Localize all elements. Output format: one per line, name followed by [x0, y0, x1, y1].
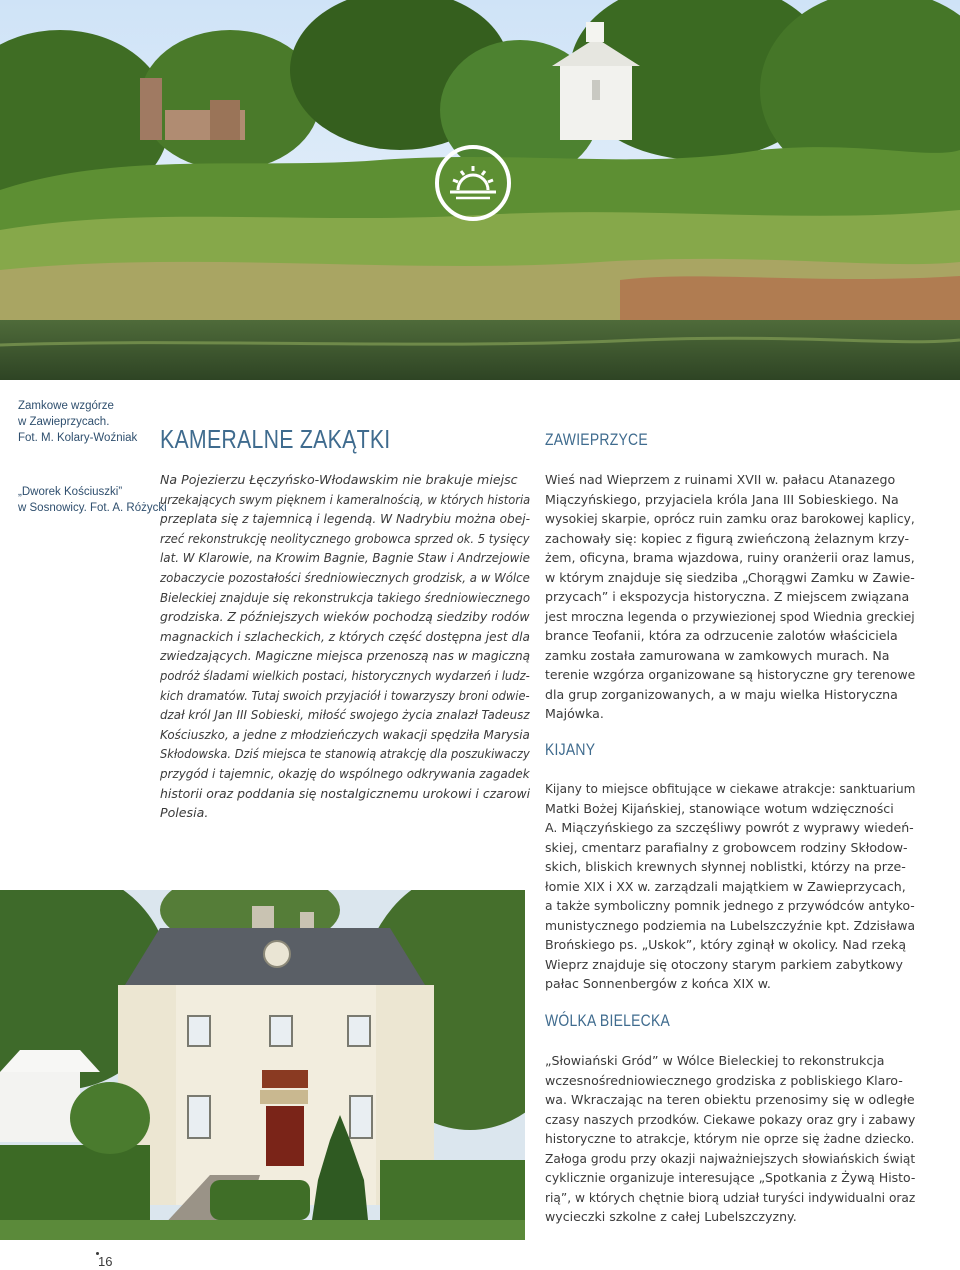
text-line: Majówka. — [545, 706, 604, 721]
text-line: czasy naszych przodków. Ciekawe pokazy oraz gry i zabawy — [545, 1111, 916, 1127]
text-line: historyczne to atrakcje, którym nie oprze się żadne dziecko. — [545, 1131, 915, 1146]
text-line: Załoga grodu przy okazji najważniejszych słowiańskich świąt — [545, 1150, 916, 1166]
text-line: przygód i tajemnic, okazję do wspólnego odkrywania zagadek — [160, 765, 530, 781]
caption-line: „Dworek Kościuszki” — [18, 486, 123, 498]
text-line: Kijany to miejsce obfitujące w ciekawe atrakcje: sanktuarium — [545, 781, 916, 796]
text-line: zobaczycie pozostałości średniowiecznych grodzisk, a w Wólce — [160, 569, 530, 585]
text-line: skiej, cmentarz parafialny z grobowcem rodziny Skłodow- — [545, 839, 908, 855]
section-heading-kijany: KIJANY — [545, 740, 596, 759]
photo-caption-castle-hill — [18, 398, 158, 446]
caption-line: Fot. M. Kolary-Woźniak — [18, 432, 138, 444]
page-number: 16 — [98, 1254, 113, 1269]
text-line: zwiedzających. Magiczne miejsca przenoszą nas w magiczną — [160, 648, 531, 664]
text-line: w którym znajduje się siedziba „Chorągwi Zamku w Zawie- — [545, 569, 915, 585]
text-line: Skłodowska. Dziś miejsca te stanowią atrakcję dla poszukiwaczy — [160, 746, 530, 762]
caption-line: Zamkowe wzgórze — [18, 400, 114, 412]
text-line: zachowały się: kopiec z figurą zwieńczoną żelaznym krzy- — [545, 530, 910, 546]
text-line: lat. W Klarowie, na Krowim Bagnie, Bagnie Staw i Andrzejowie — [160, 550, 531, 566]
text-line: Na Pojezierzu Łęczyńsko-Włodawskim nie brakuje miejsc — [160, 472, 518, 487]
text-line: kich dramatów. Tutaj swoich przyjaciół i towarzyszy broni odwie- — [160, 687, 530, 703]
text-line: rzeć rekonstrukcję neolitycznego grobowca sprzed ok. 5 tysięcy — [160, 530, 530, 546]
intro-paragraph — [160, 470, 530, 823]
text-line: wysokiej skarpie, oprócz ruin zamku oraz barokowej kaplicy, — [545, 511, 915, 526]
text-line: rią”, w których chętnie biorą udział turyści indywidualni oraz — [545, 1189, 916, 1205]
text-line: dzał król Jan III Sobieski, miłość swojego życia znalazł Tadeusz — [160, 707, 530, 723]
text-line: przycach” i ekspozycja historyczna. Z miejscem związana — [545, 589, 910, 604]
section-text-wolka-bielecka — [545, 1051, 915, 1227]
text-line: dla grup zorganizowanych, a w maju wielka Historyczna — [545, 686, 898, 702]
text-line: skich, bliskich krewnych słynnej noblistki, którzy na prze- — [545, 859, 906, 874]
text-line: „Słowiański Gród” w Wólce Bieleckiej to rekonstrukcja — [545, 1053, 885, 1068]
section-heading-wolka-bielecka: WÓLKA BIELECKA — [545, 1011, 671, 1030]
text-line: terenie wzgórza organizowane są historyczne gry terenowe — [545, 667, 916, 682]
text-line: Wieprz znajduje się otoczony starym parkiem zabytkowy — [545, 956, 903, 972]
text-line: wa. Wkraczając na teren obiektu przenosimy się w odległe — [545, 1092, 915, 1107]
section-heading-zawieprzyce: ZAWIEPRZYCE — [545, 430, 648, 449]
manor-house-photo — [0, 890, 525, 1240]
text-line: wycieczki szkolne z całej Lubelszczyzny. — [545, 1209, 797, 1224]
manor-house-illustration — [0, 890, 525, 1240]
text-line: cyklicznie organizuje interesujące „Spotkania z Żywą Histo- — [545, 1170, 916, 1185]
sunrise-icon — [434, 144, 512, 222]
text-line: Miączyńskiego, przyjaciela króla Jana III Sobieskiego. Na — [545, 491, 899, 507]
text-line: Bieleckiej znajduje się rekonstrukcja takiego średniowiecznego — [160, 589, 531, 605]
text-line: podróż śladami wielkich postaci, historycznych wydarzeń i ludz- — [160, 667, 530, 683]
text-line: żem, oficyna, brama wjazdowa, ruiny oranżerii oraz lamus, — [545, 550, 915, 565]
caption-line: w Sosnowicy. Fot. A. Różycki — [18, 502, 167, 514]
text-line: łomie XIX i XX w. zarządzali majątkiem w Zawieprzycach, — [545, 878, 906, 894]
text-line: urzekających swym pięknem i kameralnością, w których historia — [160, 491, 531, 507]
text-line: zamku została zamurowana w zamkowych murach. Na — [545, 647, 890, 663]
text-line: Brońskiego ps. „Uskok”, który zginął w okolicy. Nad rzeką — [545, 937, 907, 952]
text-line: pałac Sonnenbergów z końca XIX w. — [545, 976, 771, 991]
text-line: historii oraz poddania się nostalgicznemu urokowi i czarowi — [160, 785, 531, 801]
text-line: wczesnośredniowiecznego grodziska z pobliskiego Klaro- — [545, 1072, 903, 1088]
page-title: KAMERALNE ZAKĄTKI — [160, 424, 391, 454]
text-line: a także symboliczny pomnik jednego z przywódców antyko- — [545, 898, 915, 913]
photo-caption-manor — [18, 484, 167, 516]
section-text-zawieprzyce — [545, 470, 915, 724]
text-line: A. Miączyńskiego za szczęśliwy powrót z wyprawy wiedeń- — [545, 820, 914, 835]
text-line: grodziska. Z późniejszych wieków pochodzą siedziby rodów — [160, 609, 530, 625]
hero-photo-castle-hill — [0, 0, 960, 380]
text-line: munistycznego podziemia na Lubelszczyźnie kpt. Zdzisława — [545, 917, 916, 933]
text-line: przeplata się z tajemnicą i legendą. W Nadrybiu można obej- — [160, 511, 530, 527]
text-line: jest mroczna legenda o przywiezionej spod Wiednia greckiej — [545, 608, 915, 624]
section-text-kijany — [545, 779, 915, 994]
caption-line: w Zawieprzycach. — [18, 416, 110, 428]
text-line: brance Teofanii, która za odrzucenie zalotów właściciela — [545, 628, 898, 643]
text-line: Wieś nad Wieprzem z ruinami XVII w. pałacu Atanazego — [545, 472, 896, 487]
text-line: magnackich i szlacheckich, z których część dostępna jest dla — [160, 628, 530, 644]
text-line: Matki Bożej Kijańskiej, stanowiące wotum wdzięczności — [545, 800, 894, 816]
text-line: Kościuszko, a jedne z młodzieńczych wakacji spędziła Marysia — [160, 726, 530, 742]
text-line: Polesia. — [160, 805, 209, 821]
